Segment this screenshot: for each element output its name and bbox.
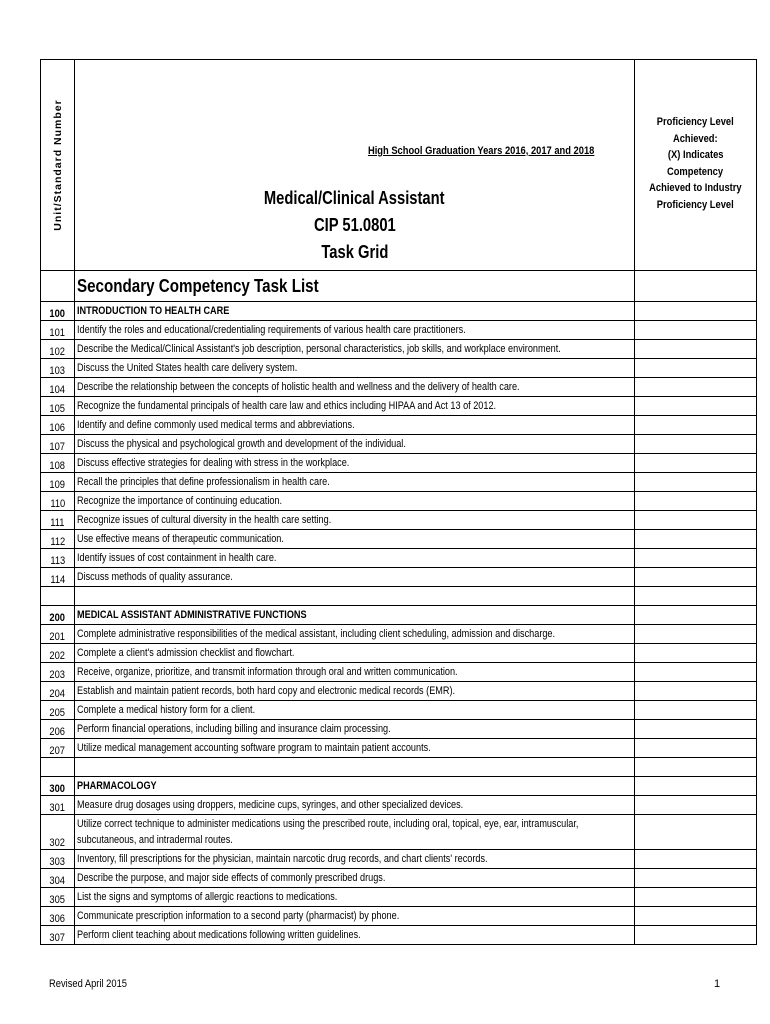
task-description-cell	[75, 869, 635, 888]
unit-title: PHARMACOLOGY	[77, 780, 157, 792]
task-row	[41, 416, 757, 435]
task-row	[41, 907, 757, 926]
unit-number-cell	[41, 720, 75, 739]
proficiency-checkbox-cell[interactable]	[635, 359, 757, 378]
proficiency-checkbox-cell[interactable]	[635, 850, 757, 869]
task-description: Perform financial operations, including billing and insurance claim processing.	[77, 723, 391, 735]
proficiency-header-line: Achieved to Industry	[649, 182, 742, 194]
task-description: Recognize the importance of continuing education.	[77, 495, 283, 507]
task-row	[41, 796, 757, 815]
task-row	[41, 926, 757, 945]
proficiency-checkbox-cell[interactable]	[635, 530, 757, 549]
task-row	[41, 682, 757, 701]
unit-number-cell	[41, 511, 75, 530]
unit-number: 108	[49, 460, 66, 472]
document-title: Medical/Clinical Assistant	[264, 188, 445, 208]
proficiency-checkbox-cell[interactable]	[635, 473, 757, 492]
task-description: Recognize issues of cultural diversity in the health care setting.	[77, 514, 332, 526]
unit-number-cell	[41, 888, 75, 907]
task-description: Complete a medical history form for a client.	[77, 704, 256, 716]
section-title-num-cell	[41, 271, 75, 302]
section-title-proficiency-cell	[635, 271, 757, 302]
task-description: Inventory, fill prescriptions for the physician, maintain narcotic drug records, and chart clients' records.	[77, 853, 488, 865]
task-description-cell	[75, 606, 635, 625]
cip-code: CIP 51.0801	[313, 215, 396, 235]
task-description: Measure drug dosages using droppers, medicine cups, syringes, and other specialized devices.	[77, 799, 464, 811]
task-row	[41, 888, 757, 907]
unit-number-cell	[41, 663, 75, 682]
graduation-years: High School Graduation Years 2016, 2017 and 2018	[367, 145, 594, 157]
unit-number-cell	[41, 701, 75, 720]
unit-number: 112	[50, 536, 65, 548]
unit-number: 202	[49, 650, 66, 662]
section-title-cell	[75, 271, 635, 302]
proficiency-header-line: Competency	[667, 165, 724, 178]
unit-number: 105	[49, 403, 66, 415]
task-description-cell	[75, 492, 635, 511]
unit-number-cell	[41, 777, 75, 796]
proficiency-checkbox-cell[interactable]	[635, 492, 757, 511]
task-row	[41, 850, 757, 869]
task-description: Describe the purpose, and major side effects of commonly prescribed drugs.	[77, 872, 386, 884]
unit-number-cell	[41, 869, 75, 888]
proficiency-header-cell	[635, 60, 757, 271]
task-description-cell	[75, 530, 635, 549]
task-row	[41, 644, 757, 663]
task-description: Describe the relationship between the concepts of holistic health and wellness and the delivery of health care.	[77, 381, 520, 393]
task-row	[41, 511, 757, 530]
unit-number: 302	[49, 837, 66, 849]
section-title: Secondary Competency Task List	[77, 275, 319, 296]
proficiency-checkbox-cell[interactable]	[635, 739, 757, 758]
unit-number: 104	[49, 384, 66, 396]
task-description-cell	[75, 625, 635, 644]
task-row	[41, 397, 757, 416]
page-number: 1	[714, 978, 721, 990]
task-description: Recall the principles that define professionalism in health care.	[77, 476, 330, 488]
task-description-cell	[75, 321, 635, 340]
unit-number-cell	[41, 416, 75, 435]
unit-number-cell	[41, 492, 75, 511]
section-title-row	[41, 271, 757, 302]
proficiency-checkbox-cell[interactable]	[635, 815, 757, 850]
task-description: Establish and maintain patient records, both hard copy and electronic medical records (EMR).	[77, 685, 456, 697]
task-description-cell	[75, 549, 635, 568]
task-row	[41, 359, 757, 378]
unit-number-cell	[41, 435, 75, 454]
unit-standard-header-cell	[41, 60, 75, 271]
blank-cell	[41, 587, 75, 606]
task-description-cell	[75, 907, 635, 926]
task-grid-table	[40, 59, 757, 945]
unit-number: 204	[49, 688, 66, 700]
task-description-cell	[75, 568, 635, 587]
blank-cell	[635, 587, 757, 606]
proficiency-checkbox-cell[interactable]	[635, 888, 757, 907]
unit-number-cell	[41, 644, 75, 663]
unit-number-cell	[41, 606, 75, 625]
task-description-cell	[75, 701, 635, 720]
task-description-cell	[75, 340, 635, 359]
unit-number-cell	[41, 926, 75, 945]
task-row	[41, 530, 757, 549]
unit-number: 206	[49, 726, 66, 738]
unit-number-cell	[41, 473, 75, 492]
unit-number: 305	[49, 894, 66, 906]
task-description-cell	[75, 416, 635, 435]
proficiency-checkbox-cell[interactable]	[635, 907, 757, 926]
task-description-cell	[75, 454, 635, 473]
task-description-cell	[75, 378, 635, 397]
task-row	[41, 435, 757, 454]
unit-number-cell	[41, 907, 75, 926]
unit-number-cell	[41, 302, 75, 321]
task-description-cell	[75, 777, 635, 796]
proficiency-checkbox-cell[interactable]	[635, 302, 757, 321]
task-description-cell	[75, 815, 635, 850]
unit-number: 106	[49, 422, 66, 434]
task-description: Receive, organize, prioritize, and transmit information through oral and written communication.	[77, 666, 458, 678]
header-row	[41, 60, 757, 271]
unit-number-cell	[41, 321, 75, 340]
task-description-cell	[75, 850, 635, 869]
unit-number: 113	[50, 555, 65, 567]
proficiency-checkbox-cell[interactable]	[635, 340, 757, 359]
task-description-cell	[75, 888, 635, 907]
task-description: List the signs and symptoms of allergic reactions to medications.	[77, 891, 338, 903]
task-row	[41, 549, 757, 568]
unit-number-cell	[41, 815, 75, 850]
proficiency-checkbox-cell[interactable]	[635, 606, 757, 625]
task-row	[41, 869, 757, 888]
task-row	[41, 739, 757, 758]
unit-number-cell	[41, 739, 75, 758]
blank-cell	[635, 758, 757, 777]
proficiency-header-line: (X) Indicates	[667, 149, 724, 161]
task-description: Discuss effective strategies for dealing with stress in the workplace.	[77, 457, 350, 469]
task-description-cell	[75, 739, 635, 758]
task-row	[41, 625, 757, 644]
task-row	[41, 378, 757, 397]
unit-header-row	[41, 777, 757, 796]
unit-number: 306	[49, 913, 66, 925]
task-description: Discuss the United States health care delivery system.	[77, 362, 298, 374]
blank-cell	[75, 587, 635, 606]
unit-number-cell	[41, 850, 75, 869]
unit-number: 300	[49, 783, 66, 795]
proficiency-checkbox-cell[interactable]	[635, 644, 757, 663]
proficiency-checkbox-cell[interactable]	[635, 796, 757, 815]
task-description: Identify issues of cost containment in health care.	[77, 552, 277, 564]
proficiency-checkbox-cell[interactable]	[635, 926, 757, 945]
proficiency-checkbox-cell[interactable]	[635, 701, 757, 720]
unit-number: 100	[49, 308, 66, 320]
unit-number-cell	[41, 359, 75, 378]
proficiency-checkbox-cell[interactable]	[635, 378, 757, 397]
unit-number: 107	[49, 441, 66, 453]
task-row	[41, 663, 757, 682]
task-description: Discuss methods of quality assurance.	[77, 571, 233, 583]
task-row	[41, 815, 757, 850]
task-description-cell	[75, 682, 635, 701]
unit-title: MEDICAL ASSISTANT ADMINISTRATIVE FUNCTIONS	[77, 609, 307, 621]
unit-number: 207	[49, 745, 66, 757]
proficiency-checkbox-cell[interactable]	[635, 511, 757, 530]
task-description: Complete administrative responsibilities of the medical assistant, including client scheduling, admission and discharge.	[77, 628, 556, 640]
task-description: Complete a client's admission checklist and flowchart.	[77, 647, 295, 659]
unit-number-cell	[41, 549, 75, 568]
proficiency-checkbox-cell[interactable]	[635, 568, 757, 587]
unit-number: 301	[49, 802, 66, 814]
unit-number: 114	[50, 574, 65, 586]
blank-row	[41, 758, 757, 777]
proficiency-header-line: Proficiency Level	[657, 198, 734, 211]
unit-header-row	[41, 606, 757, 625]
task-description: Recognize the fundamental principals of health care law and ethics including HIPAA and Act 13 of 2012.	[77, 400, 497, 412]
proficiency-checkbox-cell[interactable]	[635, 549, 757, 568]
task-description-cell	[75, 435, 635, 454]
task-row	[41, 454, 757, 473]
unit-title: INTRODUCTION TO HEALTH CARE	[77, 305, 230, 317]
unit-number-cell	[41, 568, 75, 587]
unit-standard-number-label: Unit/Standard Number	[51, 99, 64, 231]
proficiency-checkbox-cell[interactable]	[635, 435, 757, 454]
task-description: Utilize correct technique to administer medications using the prescribed route, including oral, topical, eye, ear, intramuscular, subcutaneous, and intradermal routes.	[77, 818, 579, 846]
unit-number: 200	[49, 612, 66, 624]
task-description-cell	[75, 397, 635, 416]
task-description: Identify and define commonly used medical terms and abbreviations.	[77, 419, 355, 431]
unit-number: 110	[50, 498, 65, 510]
unit-number: 111	[50, 517, 65, 529]
proficiency-header-line: Achieved:	[673, 132, 718, 145]
task-description: Discuss the physical and psychological growth and development of the individual.	[77, 438, 406, 450]
proficiency-checkbox-cell[interactable]	[635, 663, 757, 682]
task-description: Utilize medical management accounting software program to maintain patient accounts.	[77, 742, 431, 754]
task-row	[41, 568, 757, 587]
unit-number-cell	[41, 378, 75, 397]
task-description-cell	[75, 302, 635, 321]
proficiency-checkbox-cell[interactable]	[635, 869, 757, 888]
task-description-cell	[75, 663, 635, 682]
proficiency-checkbox-cell[interactable]	[635, 682, 757, 701]
proficiency-checkbox-cell[interactable]	[635, 777, 757, 796]
unit-number: 103	[49, 365, 66, 377]
unit-number-cell	[41, 454, 75, 473]
unit-number: 109	[49, 479, 66, 491]
proficiency-checkbox-cell[interactable]	[635, 397, 757, 416]
unit-number-cell	[41, 682, 75, 701]
task-description-cell	[75, 926, 635, 945]
task-row	[41, 720, 757, 739]
unit-number-cell	[41, 625, 75, 644]
task-row	[41, 340, 757, 359]
proficiency-checkbox-cell[interactable]	[635, 625, 757, 644]
blank-cell	[75, 758, 635, 777]
proficiency-checkbox-cell[interactable]	[635, 321, 757, 340]
title-header-cell	[75, 60, 635, 271]
task-description-cell	[75, 511, 635, 530]
unit-number: 102	[49, 346, 66, 358]
unit-header-row	[41, 302, 757, 321]
task-description: Perform client teaching about medications following written guidelines.	[77, 929, 361, 941]
unit-number: 304	[49, 875, 66, 887]
unit-number-cell	[41, 397, 75, 416]
task-row	[41, 492, 757, 511]
task-description: Use effective means of therapeutic communication.	[77, 533, 284, 545]
proficiency-header-line: Proficiency Level	[657, 116, 734, 128]
unit-number: 203	[49, 669, 66, 681]
blank-row	[41, 587, 757, 606]
unit-number: 101	[49, 327, 66, 339]
unit-number: 205	[49, 707, 66, 719]
proficiency-checkbox-cell[interactable]	[635, 720, 757, 739]
blank-cell	[41, 758, 75, 777]
task-description: Describe the Medical/Clinical Assistant's job description, personal characteristics, job skills, and workplace environment.	[77, 343, 561, 355]
task-description-cell	[75, 720, 635, 739]
task-description-cell	[75, 796, 635, 815]
task-row	[41, 473, 757, 492]
proficiency-checkbox-cell[interactable]	[635, 416, 757, 435]
unit-number: 307	[49, 932, 66, 944]
task-row	[41, 701, 757, 720]
task-description-cell	[75, 473, 635, 492]
unit-number: 201	[49, 631, 66, 643]
proficiency-checkbox-cell[interactable]	[635, 454, 757, 473]
unit-number-cell	[41, 796, 75, 815]
task-description-cell	[75, 644, 635, 663]
unit-number-cell	[41, 340, 75, 359]
task-description-cell	[75, 359, 635, 378]
document-subtitle: Task Grid	[320, 242, 388, 262]
task-row	[41, 321, 757, 340]
unit-number: 303	[49, 856, 66, 868]
unit-number-cell	[41, 530, 75, 549]
task-description: Identify the roles and educational/credentialing requirements of various health care practitioners.	[77, 324, 466, 336]
revised-date: Revised April 2015	[49, 978, 127, 990]
task-description: Communicate prescription information to a second party (pharmacist) by phone.	[77, 910, 400, 922]
